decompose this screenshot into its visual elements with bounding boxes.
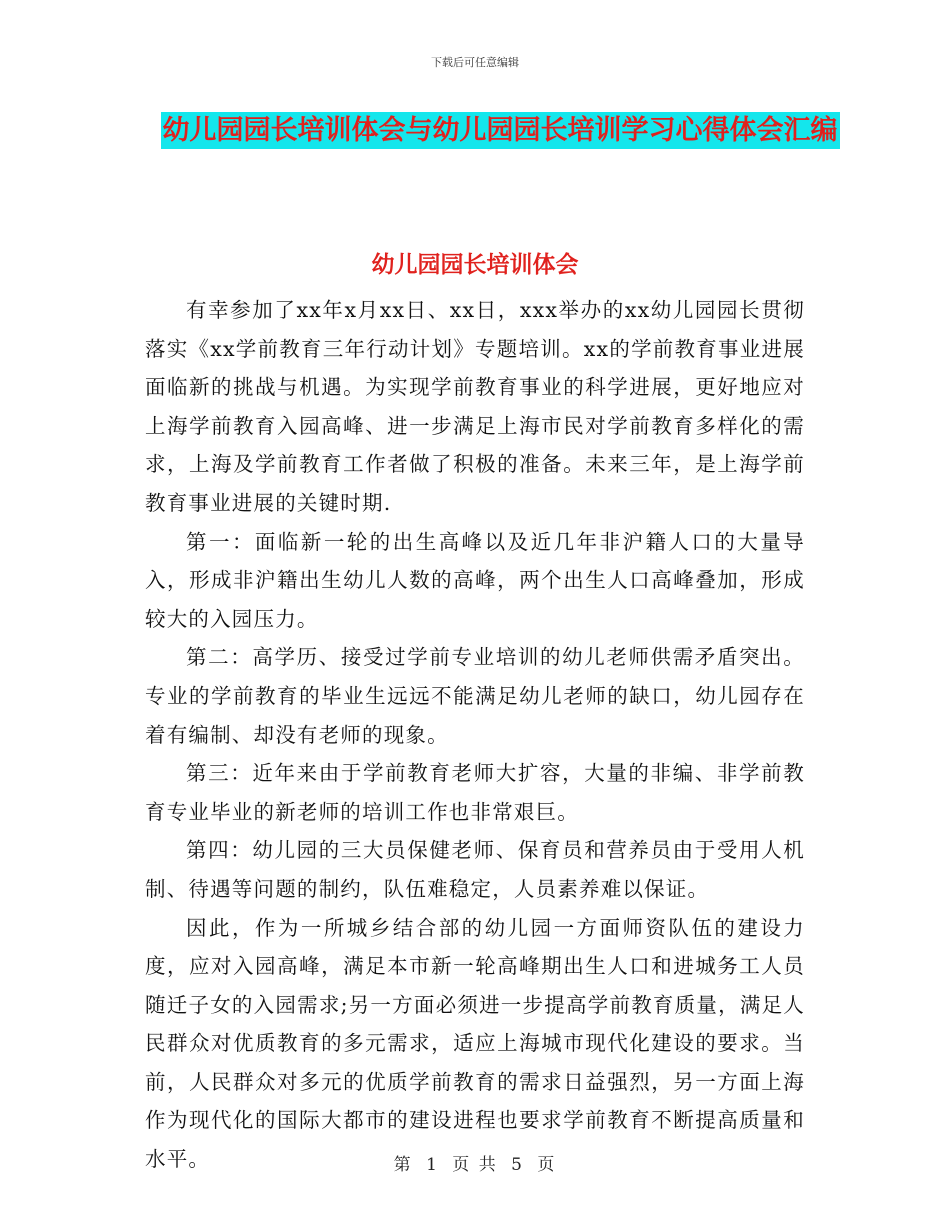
footer-total-pages: 5 [511, 1155, 524, 1175]
paragraph: 因此，作为一所城乡结合部的幼儿园一方面师资队伍的建设力度，应对入园高峰，满足本市新一轮高峰期出生人口和进城务工人员随迁子女的入园需求;另一方面必须进一步提高学前教育质量，满足人民群众对优质教育的多元需求，适应上海城市现代化建设的要求。当前，人民群众对多元的优质学前教育的需求日益强烈，另一方面上海作为现代化的国际大都市的建设进程也要求学前教育不断提高质量和水平。 [145, 915, 805, 1172]
section-title: 幼儿园园长培训体会 [371, 252, 579, 278]
document-title-text: 幼儿园园长培训体会与幼儿园园长培训学习心得体会汇编 [161, 112, 840, 149]
footer-middle: 页 共 [452, 1155, 498, 1175]
document-body [145, 291, 805, 1179]
paragraph: 第一：面临新一轮的出生高峰以及近几年非沪籍人口的大量导入，形成非沪籍出生幼儿人数的高峰，两个出生人口高峰叠加，形成较大的入园压力。 [145, 529, 805, 631]
paragraph: 有幸参加了xx年x月xx日、xx日，xxx举办的xx幼儿园园长贯彻落实《xx学前教育三年行动计划》专题培训。xx的学前教育事业进展面临新的挑战与机遇。为实现学前教育事业的科学进展，更好地应对上海学前教育入园高峰、进一步满足上海市民对学前教育多样化的需求，上海及学前教育工作者做了积极的准备。未来三年，是上海学前教育事业进展的关键时期. [145, 298, 805, 515]
paragraph: 第三：近年来由于学前教育老师大扩容，大量的非编、非学前教育专业毕业的新老师的培训工作也非常艰巨。 [145, 761, 805, 824]
footer-prefix: 第 [393, 1155, 413, 1175]
paragraph: 第二：高学历、接受过学前专业培训的幼儿老师供需矛盾突出。专业的学前教育的毕业生远远不能满足幼儿老师的缺口，幼儿园存在着有编制、却没有老师的现象。 [145, 645, 805, 747]
footer-page-number: 1 [426, 1155, 439, 1175]
header-note: 下载后可任意编辑 [431, 56, 519, 69]
document-title [150, 108, 850, 154]
paragraph: 第四：幼儿园的三大员保健老师、保育员和营养员由于受用人机制、待遇等问题的制约，队伍难稳定，人员素养难以保证。 [145, 838, 805, 901]
page-footer [0, 1150, 950, 1175]
footer-suffix: 页 [537, 1155, 557, 1175]
